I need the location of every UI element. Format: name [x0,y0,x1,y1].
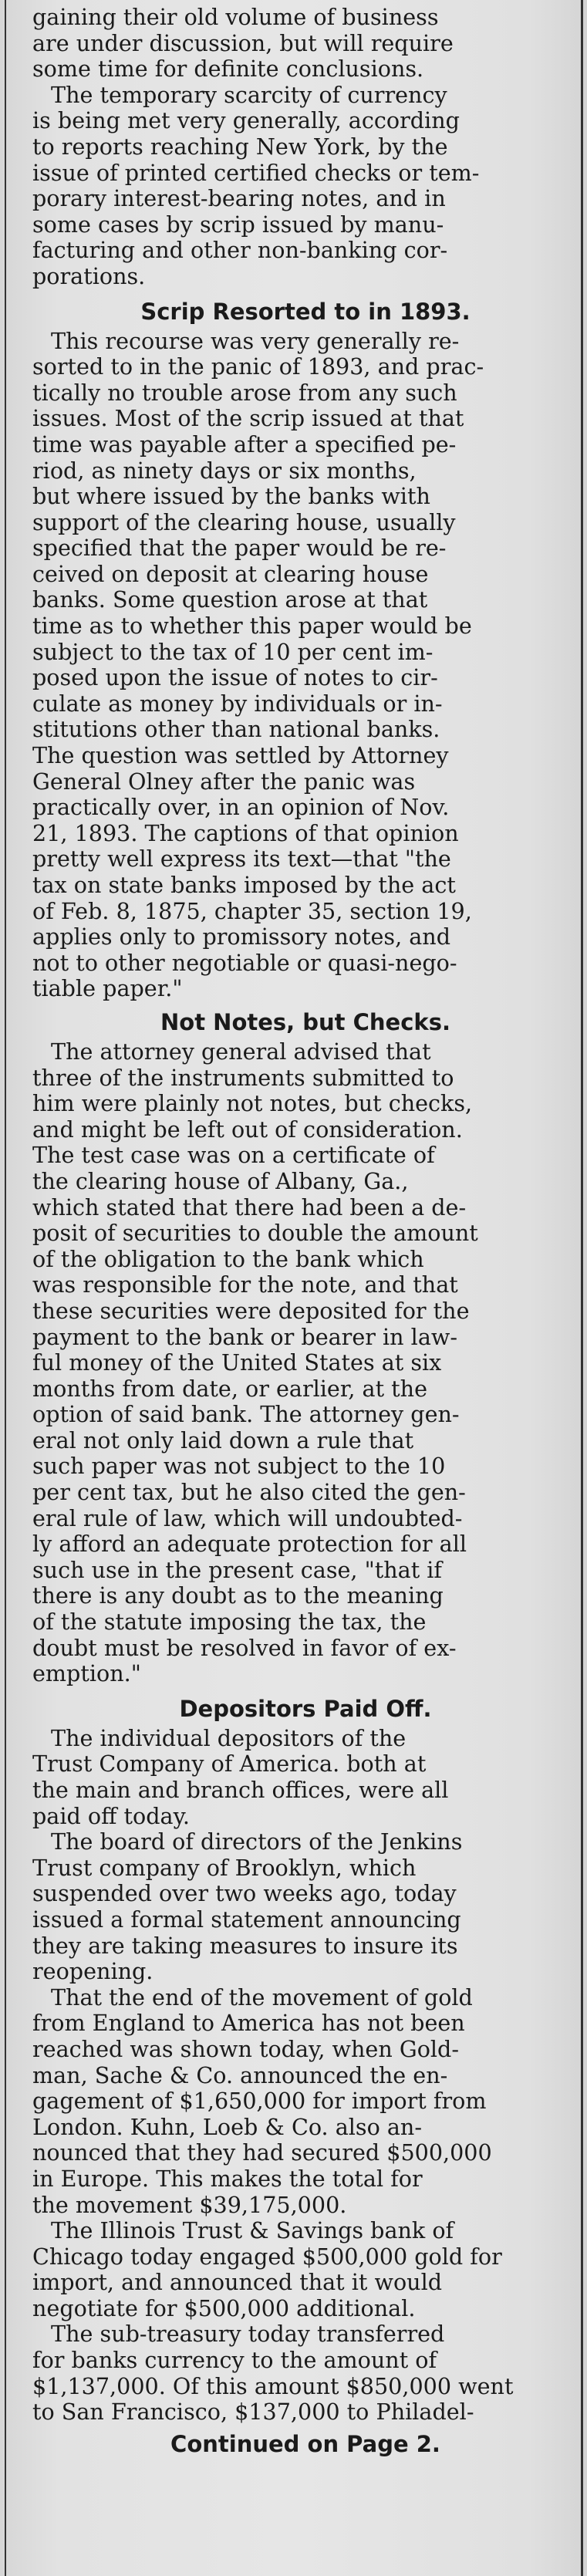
text-line: reached was shown today, when Gold- [32,2035,460,2062]
text-line: of the statute imposing the tax, the [32,1609,427,1636]
intro-paragraph [32,0,579,83]
text-line: not to other negotiable or quasi-nego- [32,949,457,976]
text-line: of Feb. 8, 1875, chapter 35, section 19, [32,897,472,924]
text-line: posit of securities to double the amount [32,1220,478,1247]
text-line: Trust Company of America. both at [32,1751,427,1778]
text-line: facturing and other non-banking cor- [32,237,448,264]
text-line: the main and branch offices, were all [32,1777,449,1803]
text-line: The test case was on a certificate of [32,1142,435,1169]
text-line: tax on state banks imposed by the act [32,872,456,898]
text-line: and might be left out of consideration. [32,1116,463,1143]
text-line: the clearing house of Albany, Ga., [32,1167,409,1194]
column-rule-right [581,0,583,2576]
text-line: suspended over two weeks ago, today [32,1880,457,1907]
text-line: specified that the paper would be re- [32,535,447,562]
text-line: option of said bank. The attorney gen- [32,1401,460,1428]
text-line: Trust company of Brooklyn, which [32,1854,417,1881]
text-line: gagement of $1,650,000 for import from [32,2088,487,2115]
text-line: three of the instruments submitted to [32,1064,454,1091]
text-line: such use in the present case, "that if [32,1556,443,1583]
text-line: The question was settled by Attorney [32,742,449,769]
text-line: emption." [32,1660,141,1687]
text-line: ly afford an adequate protection for all [32,1531,467,1558]
text-line: these securities were deposited for the [32,1297,470,1324]
subtreasury-paragraph [32,2321,579,2425]
text-line: such paper was not subject to the 10 [32,1453,446,1480]
text-line: paid off today. [32,1802,191,1829]
text-line: practically over, in an opinion of Nov. [32,794,450,821]
text-line: applies only to promissory notes, and [32,923,451,950]
text-line: 21, 1893. The captions of that opinion [32,819,459,846]
continued-on-page-2: Continued on Page 2. [170,2430,440,2457]
text-line: was responsible for the note, and that [32,1271,458,1298]
section-heading-checks: Not Notes, but Checks. [160,1008,450,1035]
text-line: they are taking measures to insure its [32,1932,458,1959]
text-line: doubt must be resolved in favor of ex- [32,1634,457,1661]
text-line: to reports reaching New York, by the [32,133,448,160]
text-line: eral rule of law, which will undoubted- [32,1504,463,1531]
checks-paragraph [32,1039,579,1687]
section-heading-scrip: Scrip Resorted to in 1893. [140,298,471,325]
column-rule-left [5,0,6,2576]
text-line: are under discussion, but will require [32,29,454,56]
text-line: but where issued by the banks with [32,483,430,510]
text-line: support of the clearing house, usually [32,508,456,535]
text-line: The board of directors of the Jenkins [51,1828,463,1855]
article-column [32,0,579,2576]
text-line: The sub-treasury today transferred [51,2321,445,2348]
text-line: time was payable after a specified pe- [32,430,457,457]
text-line: negotiate for $500,000 additional. [32,2294,416,2321]
text-line: tiable paper." [32,975,183,1002]
text-line: banks. Some question arose at that [32,586,428,613]
text-line: culate as money by individuals or in- [32,690,443,717]
text-line: of the obligation to the bank which [32,1245,424,1272]
text-line: The Illinois Trust & Savings bank of [51,2217,454,2244]
text-line: General Olney after the panic was [32,768,416,795]
text-line: porary interest-bearing notes, and in [32,185,446,212]
text-line: nounced that they had secured $500,000 [32,2139,492,2166]
text-line: some cases by scrip issued by manu- [32,211,444,238]
text-line: The temporary scarcity of currency [51,81,447,108]
text-line: sorted to in the panic of 1893, and prac- [32,353,484,380]
text-line: ful money of the United States at six [32,1349,442,1376]
text-line: subject to the tax of 10 per cent im- [32,638,434,665]
text-line: the movement $39,175,000. [32,2191,347,2218]
text-line: This recourse was very generally re- [51,327,460,354]
text-line: stitutions other than national banks. [32,716,440,743]
text-line: That the end of the movement of gold [51,1983,473,2010]
text-line: reopening. [32,1958,153,1985]
text-line: payment to the bank or bearer in law- [32,1323,458,1350]
text-line: for banks currency to the amount of [32,2347,437,2374]
text-line: ceived on deposit at clearing house [32,560,429,587]
currency-paragraph [32,83,579,290]
text-line: which stated that there had been a de- [32,1193,467,1220]
text-line: issue of printed certified checks or tem- [32,159,480,186]
text-line: The attorney general advised that [51,1038,431,1065]
text-line: The individual depositors of the [51,1724,407,1751]
text-line: London. Kuhn, Loeb & Co. also an- [32,2113,423,2140]
text-line: some time for definite conclusions. [32,56,424,83]
gold-paragraph [32,1985,579,2218]
jenkins-paragraph [32,1829,579,1985]
text-line: there is any doubt as to the meaning [32,1582,444,1609]
text-line: porations. [32,262,146,289]
text-line: from England to America has not been [32,2010,465,2037]
section-heading-depositors: Depositors Paid Off. [179,1695,432,1722]
text-line: in Europe. This makes the total for [32,2165,423,2192]
text-line: months from date, or earlier, at the [32,1375,428,1402]
text-line: is being met very generally, according [32,107,460,134]
text-line: posed upon the issue of notes to cir- [32,664,438,691]
illinois-paragraph [32,2218,579,2321]
scrip-paragraph [32,329,579,1002]
text-line: issued a formal statement announcing [32,1906,461,1933]
depositors-paragraph [32,1726,579,1829]
text-line: pretty well express its text—that "the [32,846,451,873]
text-line: gaining their old volume of business [32,4,439,30]
text-line: eral not only laid down a rule that [32,1426,414,1453]
text-line: riod, as ninety days or six months, [32,457,417,484]
text-line: time as to whether this paper would be [32,613,472,640]
text-line: man, Sache & Co. announced the en- [32,2061,448,2088]
text-line: to San Francisco, $137,000 to Philadel- [32,2399,474,2426]
text-line: Chicago today engaged $500,000 gold for [32,2243,502,2270]
text-line: tically no trouble arose from any such [32,379,457,406]
text-line: per cent tax, but he also cited the gen- [32,1479,466,1506]
text-line: $1,137,000. Of this amount $850,000 went [32,2372,514,2399]
text-line: issues. Most of the scrip issued at that [32,405,464,432]
text-line: him were plainly not notes, but checks, [32,1090,473,1117]
text-line: import, and announced that it would [32,2269,443,2296]
